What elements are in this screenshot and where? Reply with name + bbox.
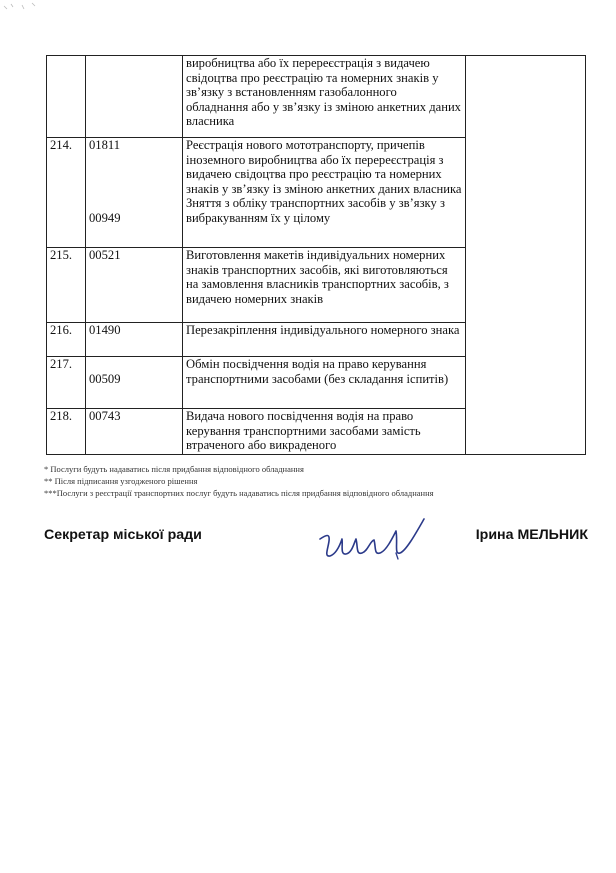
service-description: Перезакріплення індивідуального номерного знака: [183, 323, 466, 357]
service-description: Реєстрація нового мототранспорту, причепів іноземного виробництва або їх перереєстрація з видачею свідоцтва про реєстрацію та номерних знаків у зв’язку із зміною анкетних даних власника Зняття з обліку транспортних засобів у зв’язку з вибракуванням їх у цілому: [183, 138, 466, 248]
row-number: 217.: [47, 357, 86, 409]
service-code: 00509: [86, 357, 183, 409]
service-description: Видача нового посвідчення водія на право керування транспортними засобами замість втраченого або викраденого: [183, 409, 466, 455]
service-description: Обмін посвідчення водія на право керування транспортними засобами (без складання іспитів): [183, 357, 466, 409]
scan-artifact-mark: [2, 0, 42, 14]
service-code: 00743: [86, 409, 183, 455]
footnotes: [44, 463, 584, 499]
service-code: 01490: [86, 323, 183, 357]
signature-block: [44, 522, 588, 562]
signatory-title: Секретар міської ради: [44, 527, 202, 543]
table-row: [47, 56, 586, 138]
service-code: 01811 00949: [86, 138, 183, 248]
service-description: Виготовлення макетів індивідуальних номерних знаків транспортних засобів, які виготовляються на замовлення власників транспортних засобів, з видачею номерних знаків: [183, 248, 466, 323]
row-number: 218.: [47, 409, 86, 455]
service-code: [86, 56, 183, 138]
footnote-2: ** Після підписання узгодженого рішення: [44, 476, 198, 486]
merged-blank-column: [466, 56, 586, 455]
footnote-3: ***Послуги з реєстрації транспортних послуг будуть надаватись після придбання відповідного обладнання: [44, 488, 434, 498]
handwritten-signature: [312, 509, 442, 567]
services-table-container: [46, 55, 585, 455]
footnote-1: * Послуги будуть надаватись після придбання відповідного обладнання: [44, 464, 304, 474]
row-number: 214.: [47, 138, 86, 248]
signatory-name: Ірина МЕЛЬНИК: [475, 527, 588, 543]
service-code: 00521: [86, 248, 183, 323]
row-number: 216.: [47, 323, 86, 357]
service-description: виробництва або їх перереєстрація з видачею свідоцтва про реєстрацію та номерних знаків у зв’язку з встановленням газобалонного обладнання або у зв’язку із зміною анкетних даних власника: [183, 56, 466, 138]
services-table: [46, 55, 586, 455]
row-number: [47, 56, 86, 138]
row-number: 215.: [47, 248, 86, 323]
